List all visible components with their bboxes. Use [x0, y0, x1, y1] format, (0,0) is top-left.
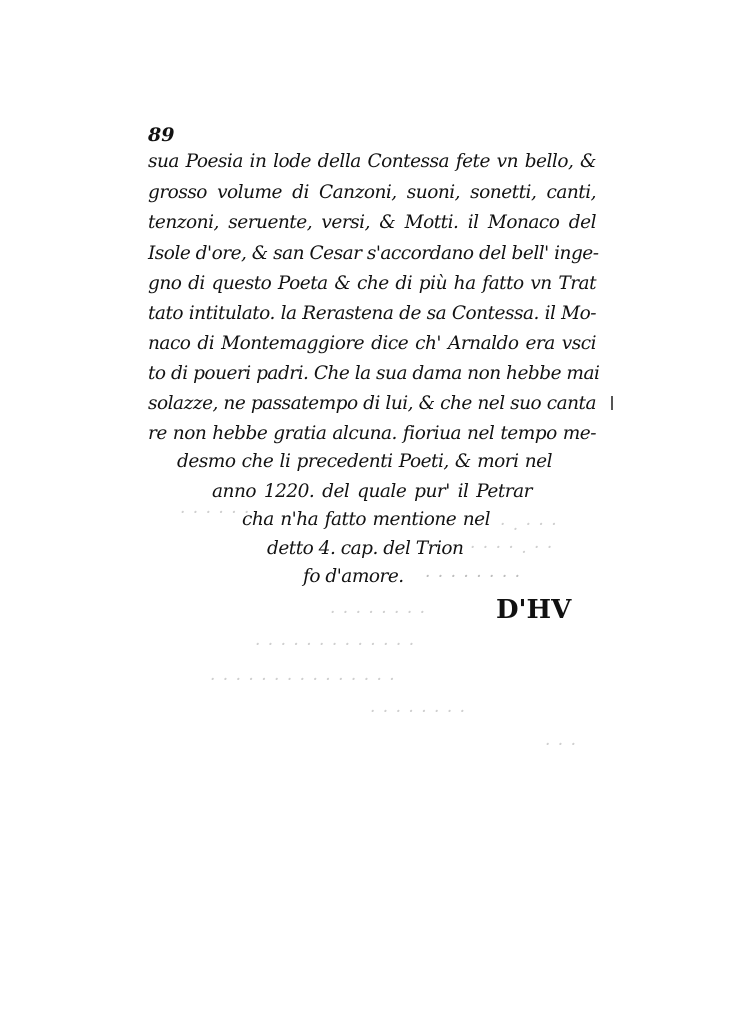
show-through-mark: · · · · · · · · · · · · · · ·	[210, 670, 396, 690]
show-through-mark: · · · · · · · · · · · · ·	[255, 635, 416, 655]
text-line: grosso volume di Canzoni, suoni, sonetti, canti,	[148, 182, 596, 203]
text-line: naco di Montemaggiore dice ch' Arnaldo era vsci	[148, 333, 596, 354]
text-line: solazze, ne passatempo di lui, & che nel suo canta	[148, 393, 596, 414]
show-through-mark: · · · · · · · ·	[425, 567, 522, 587]
catchword: D'HV	[496, 595, 572, 625]
text-line: sua Poesia in lode della Contessa fete vn bello, &	[148, 151, 596, 172]
show-through-mark: · · · · · ·	[180, 503, 251, 523]
text-line: anno 1220. del quale pur' il Petrar	[212, 481, 532, 502]
show-through-mark: · · ·	[545, 735, 578, 755]
text-line: desmo che li precedenti Poeti, & mori nel	[177, 451, 552, 472]
text-line: re non hebbe gratia alcuna. fioriua nel tempo me-	[148, 423, 596, 444]
show-through-mark: · · · · · · · ·	[330, 603, 427, 623]
text-line: detto 4. cap. del Trion	[267, 538, 464, 559]
show-through-mark: · . · · ·	[500, 515, 558, 535]
text-line: tenzoni, seruente, versi, & Motti. il Monaco del	[148, 212, 596, 233]
text-line: fo d'amore.	[303, 566, 404, 587]
text-line: to di poueri padri. Che la sua dama non hebbe mai	[148, 363, 600, 384]
text-line: tato intitulato. la Rerastena de sa Contessa. il Mo-	[148, 303, 596, 324]
page-number: 89	[148, 124, 175, 146]
show-through-mark: · · · · . · ·	[470, 538, 554, 558]
text-line: Isole d'ore, & san Cesar s'accordano del bell' inge-	[148, 243, 599, 264]
show-through-mark: · · · · · · · ·	[370, 702, 467, 722]
text-line: cha n'ha fatto mentione nel	[242, 509, 490, 530]
margin-mark	[611, 396, 613, 410]
text-line: gno di questo Poeta & che di più ha fatto vn Trat	[148, 273, 596, 294]
